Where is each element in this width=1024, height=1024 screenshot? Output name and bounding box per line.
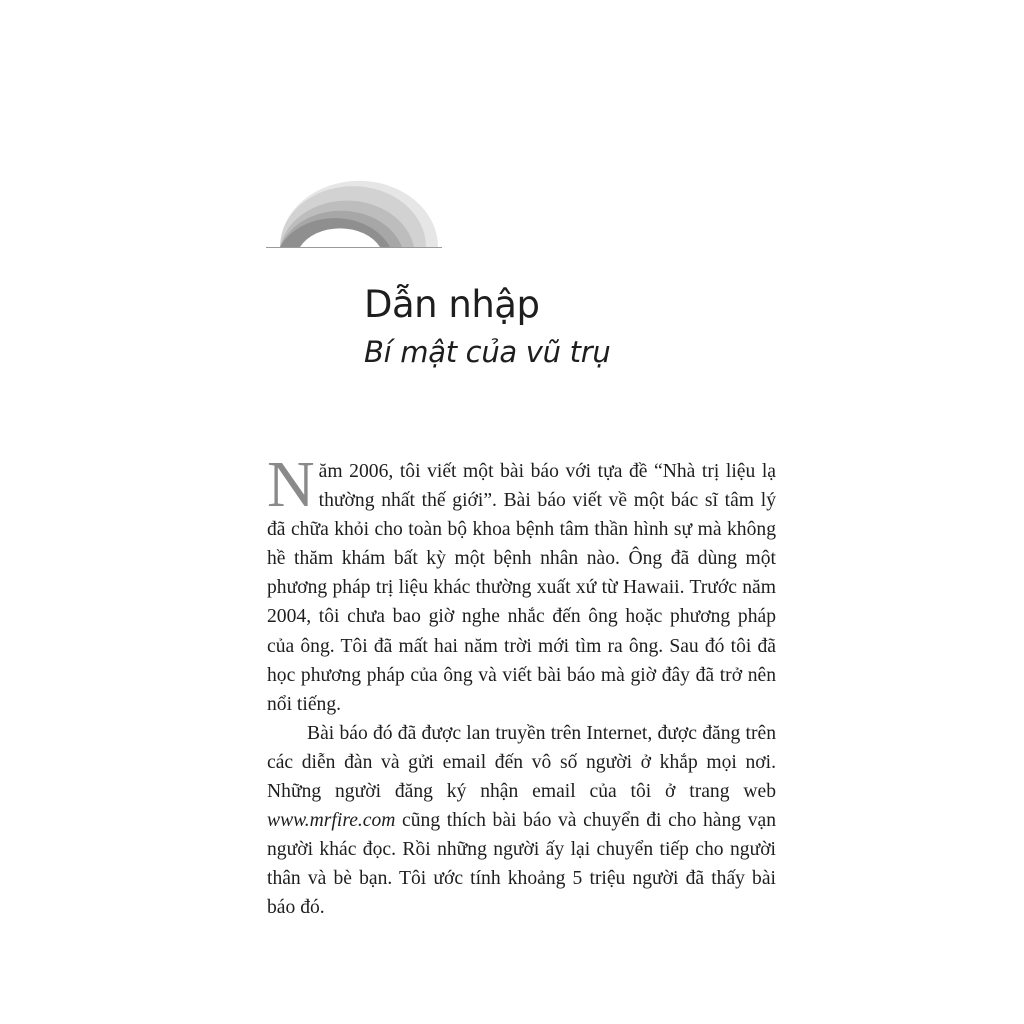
drop-cap: N xyxy=(267,448,315,521)
rainbow-arc-icon xyxy=(266,180,442,252)
paragraph-1 xyxy=(267,448,776,719)
paragraph-2 xyxy=(267,719,776,923)
paragraph-2-text-start: Bài báo đó đã được lan truyền trên Internet, được đăng trên các diễn đàn và gửi email đến vô số người ở khắp mọi nơi. Những người đăng ký nhận email của tôi ở trang web xyxy=(267,722,776,803)
body-text xyxy=(267,448,776,923)
chapter-subtitle: Bí mật của vũ trụ xyxy=(364,335,611,369)
chapter-heading xyxy=(364,280,610,374)
paragraph-1-text: ăm 2006, tôi viết một bài báo với tựa đề “Nhà trị liệu lạ thường nhất thế giới”. Bài báo viết về một bác sĩ tâm lý đã chữa khỏi cho toàn bộ khoa bệnh tâm thần hình sự mà không hề thăm khám bất kỳ một bệnh nhân nào. Ông đã dùng một phương pháp trị liệu khác thường xuất xứ từ Hawaii. Trước năm 2004, tôi chưa bao giờ nghe nhắc đến ông hoặc phương pháp của ông. Tôi đã mất hai năm trời mới tìm ra ông. Sau đó tôi đã học phương pháp của ông và viết bài báo mà giờ đây đã trở nên nổi tiếng. xyxy=(267,461,776,715)
paragraph-2-text-end: cũng thích bài báo và chuyển đi cho hàng vạn người khác đọc. Rồi những người ấy lại chuyển tiếp cho người thân và bè bạn. Tôi ước tính khoảng 5 triệu người đã thấy bài báo đó. xyxy=(267,810,776,919)
chapter-title: Dẫn nhập xyxy=(364,283,540,326)
website-url: www.mrfire.com xyxy=(267,810,396,832)
